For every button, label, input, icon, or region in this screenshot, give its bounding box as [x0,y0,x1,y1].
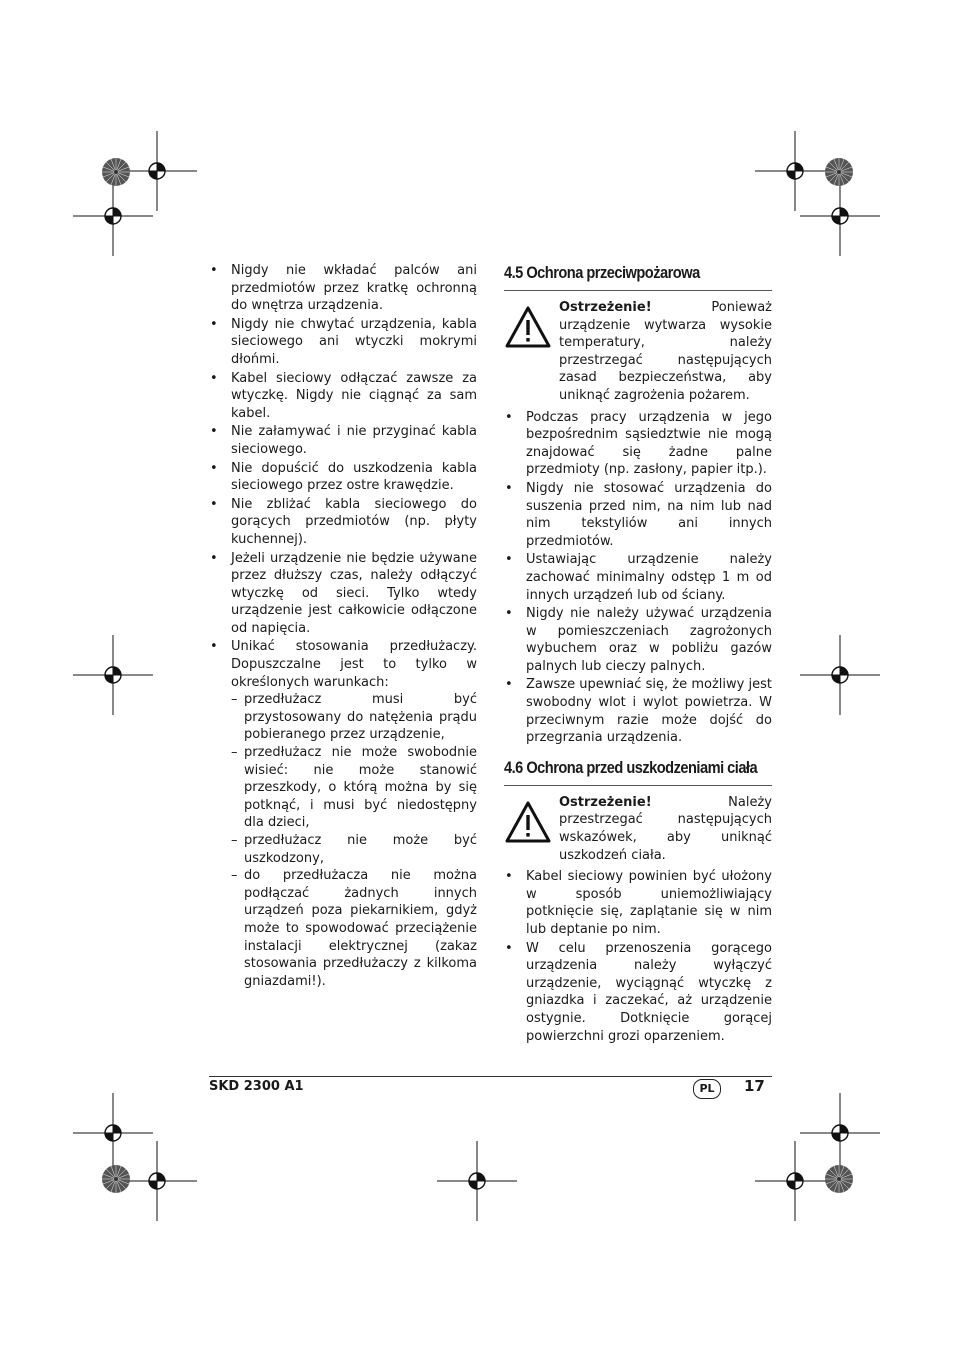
warning-triangle-icon [504,800,552,844]
page-number: 17 [744,1077,765,1095]
model-number: SKD 2300 A1 [209,1079,304,1094]
list-item: • Kabel sieciowy odłączać zawsze za wtyczkę. Nigdy nie ciągnąć za sam kabel. [209,370,477,423]
starburst-mark-icon [824,1164,854,1194]
list-item [209,638,477,990]
list-item: • Nigdy nie chwytać urządzenia, kabla sieciowego ani wtyczki mokrymi dłońmi. [209,316,477,369]
registration-mark-icon [755,1141,835,1221]
injury-safety-list [504,868,772,1045]
sublist-item: – przedłużacz nie może być uszkodzony, [231,832,477,867]
left-column [209,262,477,991]
list-item: • Nigdy nie stosować urządzenia do suszenia przed nim, na nim lub nad nim tekstyliów ani innych przedmiotów. [504,480,772,550]
right-column [504,262,772,1046]
list-item: • Zawsze upewniać się, że możliwy jest swobodny wlot i wylot powietrza. W przeciwnym razie może dojść do przegrzania urządzenia. [504,676,772,746]
list-item-text: Unikać stosowania przedłużaczy. Dopuszczalne jest to tylko w określonych warunkach: [231,639,477,690]
warning-body: Ponieważ urządzenie wytwarza wysokie temperatury, należy przestrzegać następujących zasad bezpieczeństwa, aby uniknąć zagrożenia pożarem. [559,300,772,403]
section-title: 4.6 Ochrona przed uszkodzeniami ciała [504,757,758,777]
section-heading-fire [504,262,772,291]
registration-mark-icon [73,635,153,715]
list-item: • Nigdy nie wkładać palców ani przedmiotów przez kratkę ochronną do wnętrza urządzenia. [209,262,477,315]
warning-body: Należy przestrzegać następujących wskazówek, aby uniknąć uszkodzeń ciała. [559,794,772,863]
warning-triangle-icon [504,305,552,349]
list-item: • Nie załamywać i nie przyginać kabla sieciowego. [209,423,477,458]
warning-text [559,794,772,864]
warning-block [504,299,772,405]
starburst-mark-icon [101,157,131,187]
registration-mark-icon [800,635,880,715]
registration-mark-icon [800,176,880,256]
footer-divider [209,1076,772,1077]
list-item: • Nigdy nie należy używać urządzenia w pomieszczeniach zagrożonych wybuchem oraz w pobliżu gazów palnych lub cieczy palnych. [504,605,772,675]
language-badge: PL [693,1079,721,1099]
list-item: • Jeżeli urządzenie nie będzie używane przez dłuższy czas, należy odłączyć wtyczkę od sieci. Tylko wtedy urządzenie jest całkowicie odłączone od napięcia. [209,550,477,638]
safety-list [209,262,477,990]
registration-mark-icon [437,1141,517,1221]
list-item: • W celu przenoszenia gorącego urządzenia należy wyłączyć urządzenie, wyciągnąć wtyczkę z gniazdka i zaczekać, aż urządzenie ostygnie. Dotknięcie gorącej powierzchni grozi oparzeniem. [504,940,772,1046]
list-item: • Nie zbliżać kabla sieciowego do gorących przedmiotów (np. płyty kuchennej). [209,496,477,549]
warning-label: Ostrzeżenie! [559,794,652,810]
sublist-item: – do przedłużacza nie można podłączać żadnych innych urządzeń poza piekarnikiem, gdyż może to spowodować przeciążenie instalacji elektrycznej (zakaz stosowania przedłużaczy z kilkoma gniazdami!). [231,867,477,990]
section-title: 4.5 Ochrona przeciwpożarowa [504,263,700,282]
warning-text [559,299,772,405]
list-item: • Nie dopuścić do uszkodzenia kabla sieciowego przez ostre krawędzie. [209,460,477,495]
list-item: • Podczas pracy urządzenia w jego bezpośrednim sąsiedztwie nie mogą znajdować się żadne palne przedmioty (np. zasłony, papier itp.). [504,409,772,479]
registration-mark-icon [73,176,153,256]
starburst-mark-icon [824,157,854,187]
sublist-item: – przedłużacz nie może swobodnie wisieć: nie może stanowić przeszkody, o którą można by się potknąć, i musi być niedostępny dla dzieci, [231,744,477,832]
extension-cord-sublist [231,691,477,990]
warning-label: Ostrzeżenie! [559,300,652,315]
list-item: • Ustawiając urządzenie należy zachować minimalny odstęp 1 m od innych urządzeń lub od ściany. [504,551,772,604]
section-heading-injury [504,757,772,786]
starburst-mark-icon [101,1164,131,1194]
warning-block [504,794,772,864]
list-item: • Kabel sieciowy powinien być ułożony w sposób uniemożliwiający potknięcie się, zaplątanie się w nim lub deptanie po nim. [504,868,772,938]
fire-safety-list [504,409,772,747]
sublist-item: – przedłużacz musi być przystosowany do natężenia prądu pobieranego przez urządzenie, [231,691,477,744]
